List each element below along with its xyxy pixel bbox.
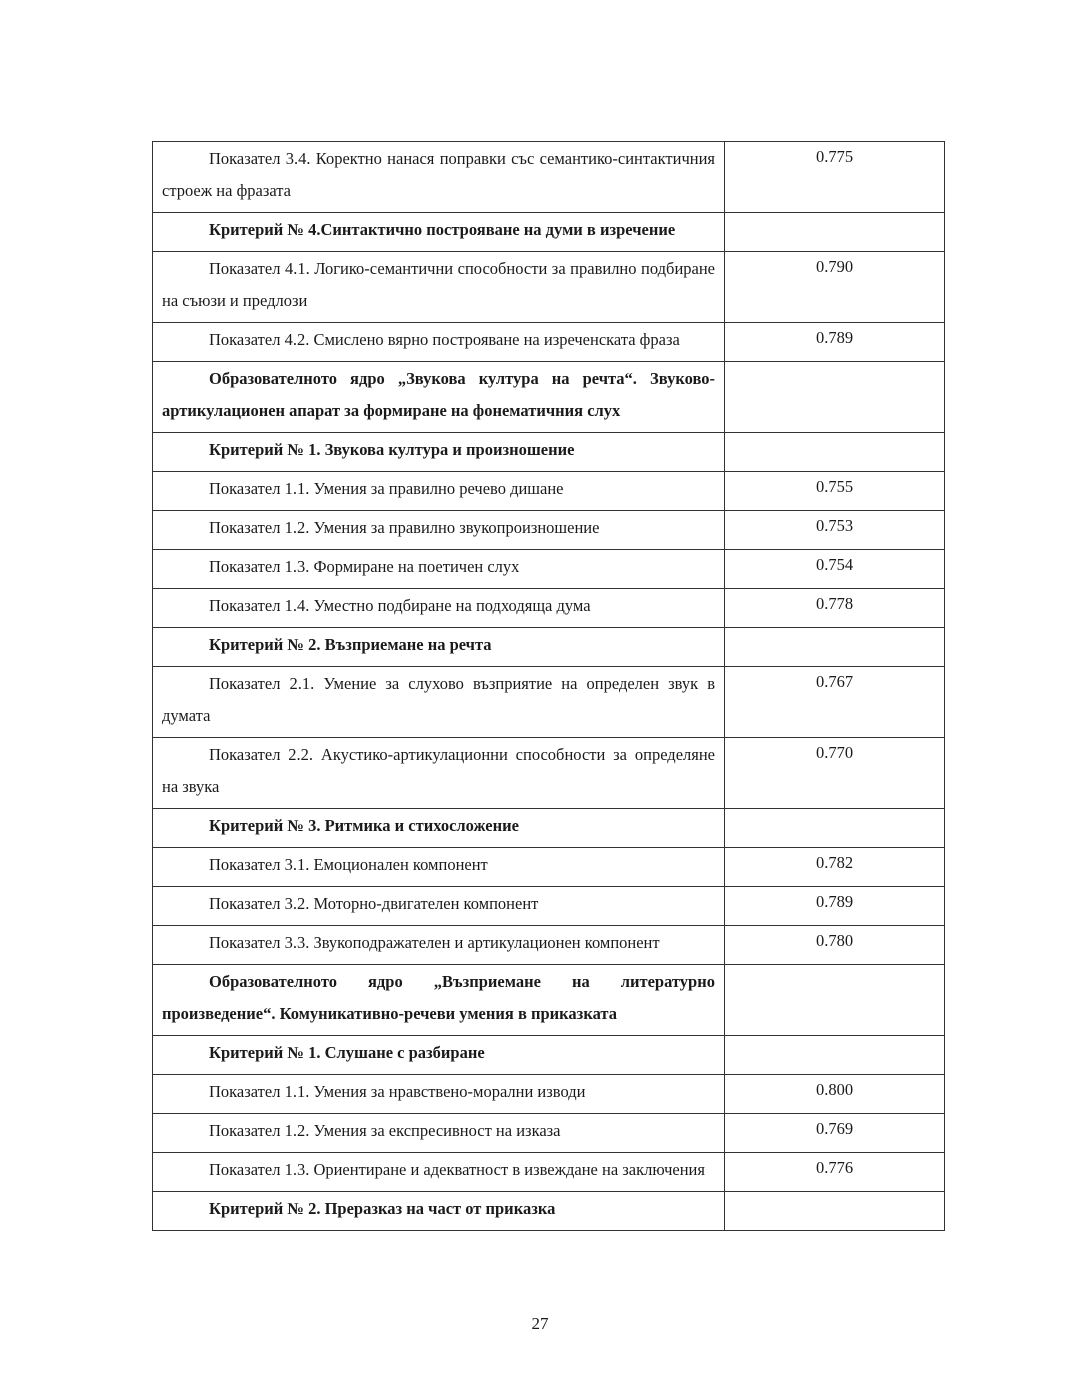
indicators-table [152,141,945,1231]
factor-value: 0.775 [725,142,945,213]
indicator-row [153,738,945,809]
factor-value [725,362,945,433]
factor-value [725,809,945,848]
criterion-row [153,1036,945,1075]
factor-value: 0.790 [725,252,945,323]
indicator-label: Показател 4.1. Логико-семантични способности за правилно подбиране на съюзи и предлози [153,252,725,323]
indicator-row [153,323,945,362]
criterion-label: Критерий № 2. Преразказ на част от приказка [153,1192,725,1231]
indicator-row [153,1114,945,1153]
criterion-row [153,809,945,848]
factor-value [725,965,945,1036]
indicator-label: Показател 2.1. Умение за слухово възприятие на определен звук в думата [153,667,725,738]
indicator-row [153,1153,945,1192]
indicator-label: Показател 1.2. Умения за правилно звукопроизношение [153,511,725,550]
factor-value [725,628,945,667]
indicator-row [153,550,945,589]
criterion-label: Критерий № 4.Синтактично построяване на думи в изречение [153,213,725,252]
indicator-label: Показател 3.4. Коректно нанася поправки със семантико-синтактичния строеж на фразата [153,142,725,213]
page-number: 27 [531,1314,549,1333]
factor-value: 0.789 [725,887,945,926]
factor-value: 0.769 [725,1114,945,1153]
indicator-label: Показател 4.2. Смислено вярно построяване на изреченската фраза [153,323,725,362]
factor-value: 0.754 [725,550,945,589]
indicator-label: Показател 1.3. Ориентиране и адекватност в извеждане на заключения [153,1153,725,1192]
indicator-row [153,926,945,965]
factor-value: 0.778 [725,589,945,628]
indicator-label: Показател 1.2. Умения за експресивност на изказа [153,1114,725,1153]
factor-value: 0.782 [725,848,945,887]
criterion-label: Критерий № 1. Звукова култура и произношение [153,433,725,472]
criterion-row [153,213,945,252]
criterion-row [153,628,945,667]
criterion-label: Критерий № 1. Слушане с разбиране [153,1036,725,1075]
core-row [153,965,945,1036]
indicator-label: Показател 1.3. Формиране на поетичен слух [153,550,725,589]
indicator-row [153,667,945,738]
core-row [153,362,945,433]
criterion-row [153,433,945,472]
core-label: Образователното ядро „Възприемане на литературно произведение“. Комуникативно-речеви умения в приказката [153,965,725,1036]
indicator-row [153,252,945,323]
indicator-label: Показател 1.1. Умения за нравствено-морални изводи [153,1075,725,1114]
criterion-label: Критерий № 2. Възприемане на речта [153,628,725,667]
indicator-label: Показател 2.2. Акустико-артикулационни способности за определяне на звука [153,738,725,809]
criterion-label: Критерий № 3. Ритмика и стихосложение [153,809,725,848]
factor-value: 0.770 [725,738,945,809]
factor-value [725,213,945,252]
indicator-row [153,848,945,887]
indicator-row [153,1075,945,1114]
indicator-label: Показател 1.1. Умения за правилно речево дишане [153,472,725,511]
indicator-row [153,511,945,550]
factor-value: 0.800 [725,1075,945,1114]
criterion-row [153,1192,945,1231]
indicator-label: Показател 3.2. Моторно-двигателен компонент [153,887,725,926]
table-body [153,142,945,1231]
indicator-row [153,887,945,926]
indicator-label: Показател 3.3. Звукоподражателен и артикулационен компонент [153,926,725,965]
factor-value: 0.767 [725,667,945,738]
factor-value: 0.753 [725,511,945,550]
indicator-row [153,472,945,511]
indicator-row [153,142,945,213]
indicator-label: Показател 3.1. Емоционален компонент [153,848,725,887]
factor-value: 0.780 [725,926,945,965]
factor-value [725,1192,945,1231]
factor-value: 0.789 [725,323,945,362]
factor-value [725,433,945,472]
core-label: Образователното ядро „Звукова култура на речта“. Звуково-артикулационен апарат за формиране на фонематичния слух [153,362,725,433]
factor-value: 0.755 [725,472,945,511]
factor-value [725,1036,945,1075]
factor-value: 0.776 [725,1153,945,1192]
indicator-row [153,589,945,628]
indicator-label: Показател 1.4. Уместно подбиране на подходяща дума [153,589,725,628]
